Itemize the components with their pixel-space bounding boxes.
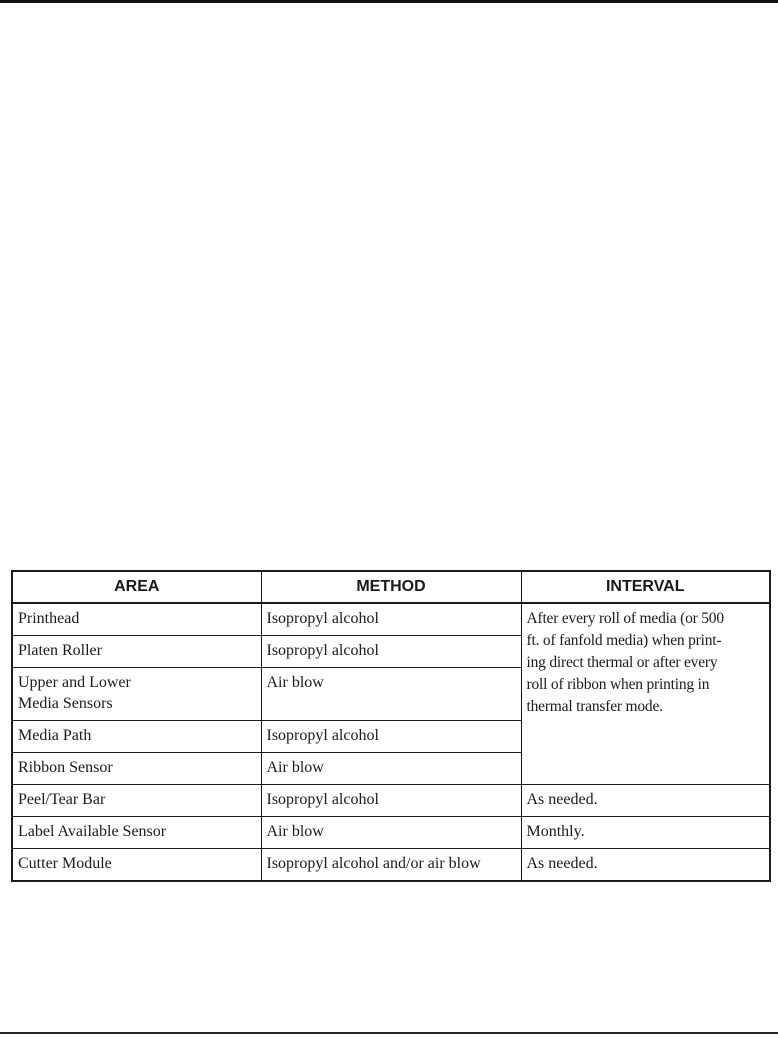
header-interval: INTERVAL: [521, 571, 770, 603]
table-header-row: [12, 571, 770, 603]
method-cell: Isopropyl alcohol: [261, 721, 521, 753]
interval-text-line: thermal transfer mode.: [526, 698, 663, 715]
area-cell: Cutter Module: [12, 849, 261, 882]
header-method: METHOD: [261, 571, 521, 603]
area-text-line: Upper and Lower: [18, 674, 131, 691]
interval-text-line: ing direct thermal or after every: [526, 654, 718, 671]
method-cell: Isopropyl alcohol: [261, 785, 521, 817]
table-row: [12, 817, 770, 849]
method-cell: Air blow: [261, 753, 521, 785]
method-cell: Isopropyl alcohol and/or air blow: [261, 849, 521, 882]
area-text-line: Media Sensors: [18, 695, 113, 712]
method-cell: Air blow: [261, 668, 521, 721]
interval-cell: As needed.: [521, 849, 770, 882]
area-cell: Platen Roller: [12, 636, 261, 668]
area-cell: Media Path: [12, 721, 261, 753]
interval-text-line: After every roll of media (or 500: [526, 610, 724, 627]
interval-cell: Monthly.: [521, 817, 770, 849]
interval-text-line: roll of ribbon when printing in: [526, 676, 710, 693]
area-cell: [12, 668, 261, 721]
bottom-rule: [0, 1032, 778, 1034]
area-cell: Ribbon Sensor: [12, 753, 261, 785]
table-row: [12, 849, 770, 882]
area-cell: Peel/Tear Bar: [12, 785, 261, 817]
method-cell: Air blow: [261, 817, 521, 849]
interval-cell-merged: [521, 603, 770, 785]
top-rule: [0, 0, 778, 3]
table-row: [12, 785, 770, 817]
interval-cell: As needed.: [521, 785, 770, 817]
cleaning-schedule-table: [11, 570, 771, 882]
table-row: [12, 603, 770, 636]
method-cell: Isopropyl alcohol: [261, 636, 521, 668]
area-cell: Label Available Sensor: [12, 817, 261, 849]
interval-text-line: ft. of fanfold media) when print-: [526, 632, 722, 649]
header-area: AREA: [12, 571, 261, 603]
method-cell: Isopropyl alcohol: [261, 603, 521, 636]
area-cell: Printhead: [12, 603, 261, 636]
